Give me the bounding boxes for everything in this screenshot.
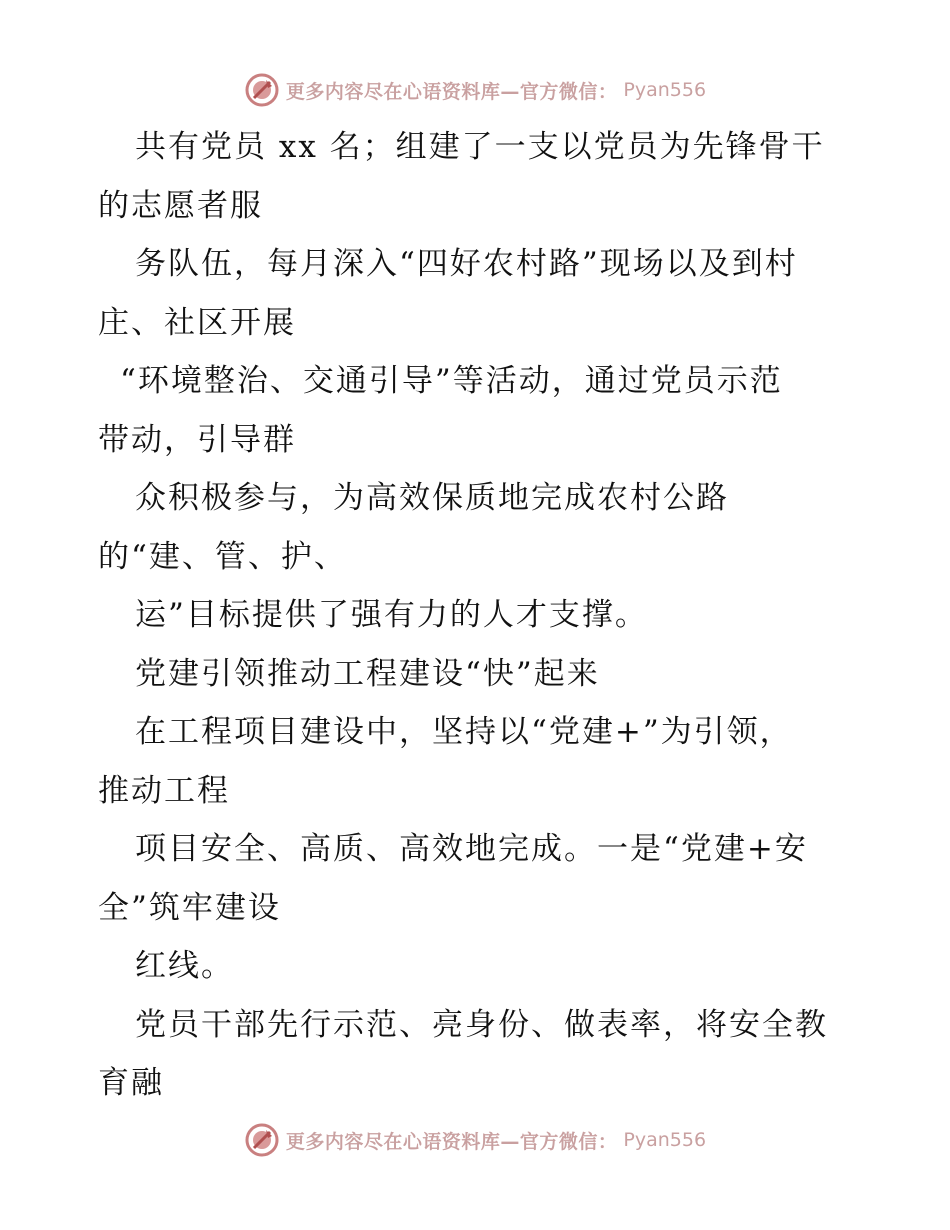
body-line: 务队伍，每月深入“四好农村路”现场以及到村 [135, 246, 798, 282]
body-line: “环境整治、交通引导”等活动，通过党员示范 [120, 363, 783, 399]
body-line: 育融 [98, 1065, 164, 1101]
header-banner [0, 70, 950, 110]
body-line: 项目安全、高质、高效地完成。一是“党建+安 [135, 831, 808, 867]
body-line: 共有党员 xx 名；组建了一支以党员为先锋骨干 [135, 129, 825, 165]
body-line: 在工程项目建设中，坚持以“党建+”为引领， [135, 714, 793, 750]
body-line: 庄、社区开展 [98, 304, 296, 341]
seal-logo-icon [244, 72, 280, 108]
footer-banner [0, 1120, 950, 1160]
body-line: 推动工程 [98, 772, 230, 809]
body-line: 带动，引导群 [98, 421, 296, 458]
seal-logo-icon [244, 1122, 280, 1158]
header-banner-text: 更多内容尽在心语资料库—官方微信： [285, 80, 618, 103]
body-line: 运”目标提供了强有力的人才支撑。 [135, 597, 648, 633]
body-line: 红线。 [135, 948, 234, 984]
body-line: 的志愿者服 [98, 187, 263, 224]
document-body [98, 118, 858, 1113]
body-line: 众积极参与，为高效保质地完成农村公路 [135, 480, 729, 516]
body-line: 全”筑牢建设 [98, 889, 281, 926]
section-heading: 党建引领推动工程建设“快”起来 [135, 655, 600, 692]
body-line: 的“建、管、护、 [98, 538, 347, 575]
footer-wechat-id: Pyan556 [623, 1129, 707, 1151]
footer-banner-text: 更多内容尽在心语资料库—官方微信： [285, 1130, 618, 1153]
header-wechat-id: Pyan556 [623, 79, 707, 101]
body-line: 党员干部先行示范、亮身份、做表率，将安全教 [135, 1006, 828, 1043]
